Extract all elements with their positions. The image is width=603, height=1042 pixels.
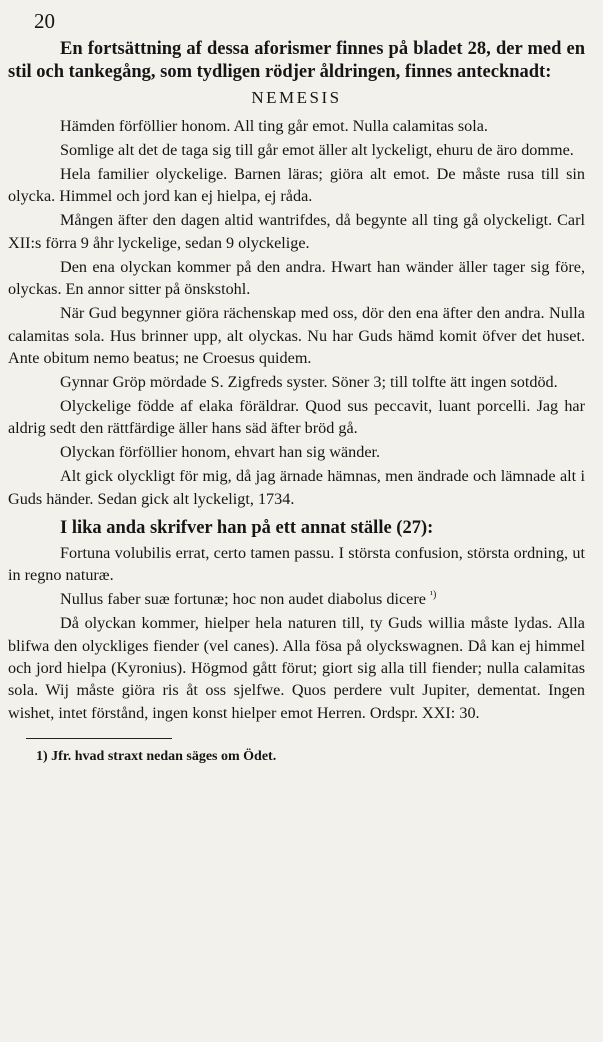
paragraph: Den ena olyckan kommer på den andra. Hwart han wänder äller tager sig före, olyckas. En annor sitter på önskstohl. xyxy=(8,257,585,299)
paragraph: Mången äfter den dagen altid wantrifdes, då begynte all ting gå olyckeligt. Carl XII:s förra 9 åhr lyckelige, sedan 9 olyckelige. xyxy=(8,211,585,252)
paragraph: Fortuna volubilis errat, certo tamen passu. I största confusion, största ordning, ut in regno naturæ. xyxy=(8,543,585,585)
footnote xyxy=(36,747,585,767)
paragraph: Hela familier olyckelige. Barnen läras; giöra alt emot. De måste rusa till sin olycka. Himmel och jord kan ej hielpa, ej råda. xyxy=(8,165,585,206)
paragraph: När Gud begynner giöra rächenskap med oss, dör den ena äfter den andra. Nulla calamitas sola. Hus brinner upp, alt olyckas. Nu har Guds hämd komit öfver det huset. Ante obitum nemo beatus; ne Croesus quidem. xyxy=(8,304,585,368)
footnote-reference: ¹) xyxy=(429,589,437,601)
footnote-marker: 1) xyxy=(36,749,48,765)
paragraph: Då olyckan kommer, hielper hela naturen till, ty Guds willia måste lydas. Alla blifwa den olyckliges fiender (vel canes). Alla fösa på olyckswagnen. Då kan ej himmel och jord hielpa (Kyronius). Högmod gått förut; giort sig alla till fiender; nulla calamitas sola. Wij måste giöra ris åt oss sjelfwe. Quos perdere vult Jupiter, dementat. Ingen wishet, intet förstånd, ingen konst hielper emot Herren. Ordspr. XXI: 30. xyxy=(8,614,585,722)
paragraph-with-footnote xyxy=(8,588,585,610)
paragraph: Somlige alt det de taga sig till går emot äller alt lyckeligt, ehuru de äro domme. xyxy=(60,141,574,159)
footnote-text: Jfr. hvad straxt nedan säges om Ödet. xyxy=(51,749,277,765)
intro-paragraph: En fortsättning af dessa aforismer finnes på bladet 28, der med en stil och tankegång, som tydligen rödjer åldringen, finnes antecknadt: xyxy=(8,39,585,82)
paragraph: Hämden förföllier honom. All ting går emot. Nulla calamitas sola. xyxy=(60,117,488,135)
paragraph: Olyckelige födde af elaka föräldrar. Quod sus peccavit, luant porcelli. Jag har aldrig sedt den rättfärdige äller hans säd äfter bröd gå. xyxy=(8,397,585,438)
paragraph-text: Nullus faber suæ fortunæ; hoc non audet diabolus dicere xyxy=(60,590,426,609)
page-number: 20 xyxy=(34,9,55,33)
section-heading: I lika anda skrifver han på ett annat ställe (27): xyxy=(60,518,434,539)
footnote-divider xyxy=(26,738,172,739)
paragraph: Olyckan förföllier honom, ehvart han sig wänder. xyxy=(60,443,381,462)
paragraph: Gynnar Gröp mördade S. Zigfreds syster. Söner 3; till tolfte ätt ingen sotdöd. xyxy=(60,373,558,392)
section-title: NEMESIS xyxy=(251,88,342,107)
paragraph: Alt gick olyckligt för mig, då jag ärnade hämnas, men ändrade och lämnade alt i Guds händer. Sedan gick alt lyckeligt, 1734. xyxy=(8,467,585,508)
